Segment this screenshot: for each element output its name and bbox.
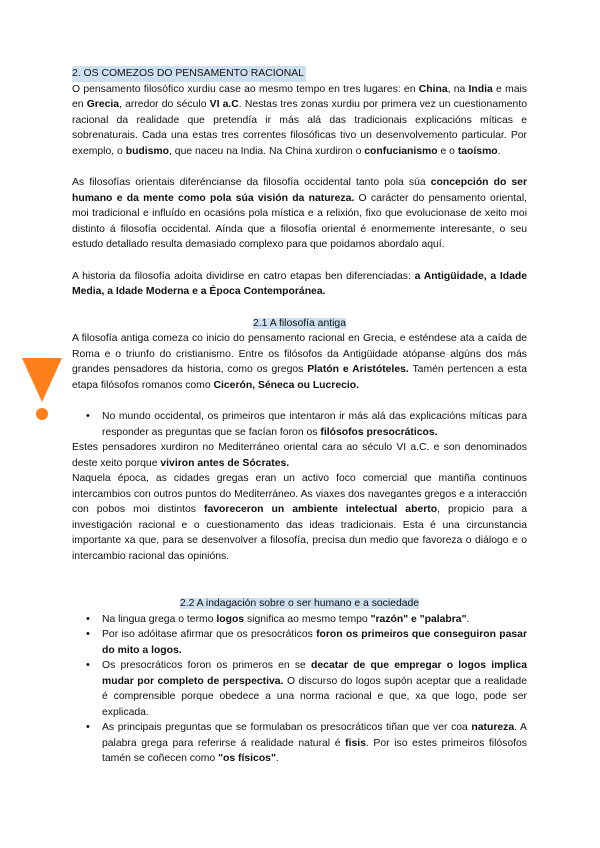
bullet-list-logos bbox=[72, 612, 527, 767]
list-item: • As principais preguntas que se formulaban os presocráticos tiñan que ver coa natureza. A palabra grega para referirse á realidade natural é fisis. Por iso estes primeiros filósofos tamén se coñecen como "os físicos". bbox=[72, 720, 527, 767]
subheading-ancient: 2.1 A filosofía antiga bbox=[252, 317, 346, 329]
list-item: • No mundo occidental, os primeiros que intentaron ir más alá das explicacións míticas para responder as preguntas que se facían foron os filósofos presocráticos. bbox=[72, 409, 527, 440]
section-heading: 2. OS COMEZOS DO PENSAMENTO RACIONAL bbox=[72, 66, 527, 82]
bullet-list-presocratic bbox=[72, 409, 527, 440]
paragraph-origins: O pensamento filosófico xurdiu case ao mesmo tempo en tres lugares: en China, na India e mais en Grecia, arredor do século VI a.C. Nestas tres zonas xurdiu por primera vez un cuestionamento racional da realidade que pretendía ir más alá das tradicionais explicacións míticas e sobrenaturais. Cada una estas tres correntes filosóficas tivo un desenvolvemento particular. Por exemplo, o budismo, que naceu na India. Na China xurdiron o confucianismo e o taoísmo. bbox=[72, 83, 527, 157]
paragraph-thinkers: Estes pensadores xurdiron no Mediterráneo oriental cara ao século VI a.C. e son denominados deste xeito porque viviron antes de Sócrates. bbox=[72, 442, 527, 469]
warning-marker-icon bbox=[20, 356, 64, 426]
paragraph-ancient: A filosofía antiga comeza co inicio do pensamento racional en Grecia, e esténdese ata a caída de Roma e o triunfo do cristianismo. Entre os filósofos da Antigüidade atópanse algúns dos más grandes pensadores da historia, como os gregos Platón e Aristóteles. Tamén pertencen a esta etapa filósofos romanos como Cicerón, Séneca ou Lucrecio. bbox=[72, 333, 527, 391]
subheading-inquiry: 2.2 A indagación sobre o ser humano e a sociedade bbox=[179, 598, 420, 609]
paragraph-greek-cities: Naquela época, as cidades gregas eran un activo foco comercial que mantiña continuos intercambios con outros puntos do Mediterráneo. As viaxes dos navegantes gregos e a interacción con pobos moi distintos favoreceron un ambiente intelectual aberto, propicio para a investigación racional e o cuestionamento das ideas tradicionais. Esta é una circunstancia importante xa que, para se desenvolver a filosofía, precisa dun medio que favoreza o diálogo e o intercambio racional das opinións. bbox=[72, 473, 527, 562]
list-item: • Por iso adóitase afirmar que os presocráticos foron os primeiros que conseguiron pasar do mito a logos. bbox=[72, 627, 527, 658]
list-item: • Na lingua grega o termo logos significa ao mesmo tempo "razón" e "palabra". bbox=[72, 612, 527, 628]
paragraph-stages: A historia da filosofía adoita dividirse en catro etapas ben diferenciadas: a Antigüidade, a Idade Media, a Idade Moderna e a Época Contemporánea. bbox=[72, 270, 527, 297]
list-item: • Os presocráticos foron os primeros en se decatar de que empregar o logos implica mudar por completo de perspectiva. O discurso do logos supón aceptar que a realidade é comprensible porque obedece a una norma racional e que, xa que logo, pode ser explicada. bbox=[72, 658, 527, 720]
paragraph-oriental: As filosofías orientais diferéncianse da filosofía occidental tanto pola súa concepción do ser humano e da mente como pola súa visión da natureza. O carácter do pensamento oriental, moi tradicional e influído en ocasións pola mística e a relixión, fixo que evolucionase de xeito moi distinto á filosofía occidental. Aínda que a filosofía oriental é enormemente interesante, o seu estudo detallado resulta demasiado complexo para que poidamos abordalo aquí. bbox=[72, 177, 528, 250]
document-body bbox=[72, 66, 527, 767]
